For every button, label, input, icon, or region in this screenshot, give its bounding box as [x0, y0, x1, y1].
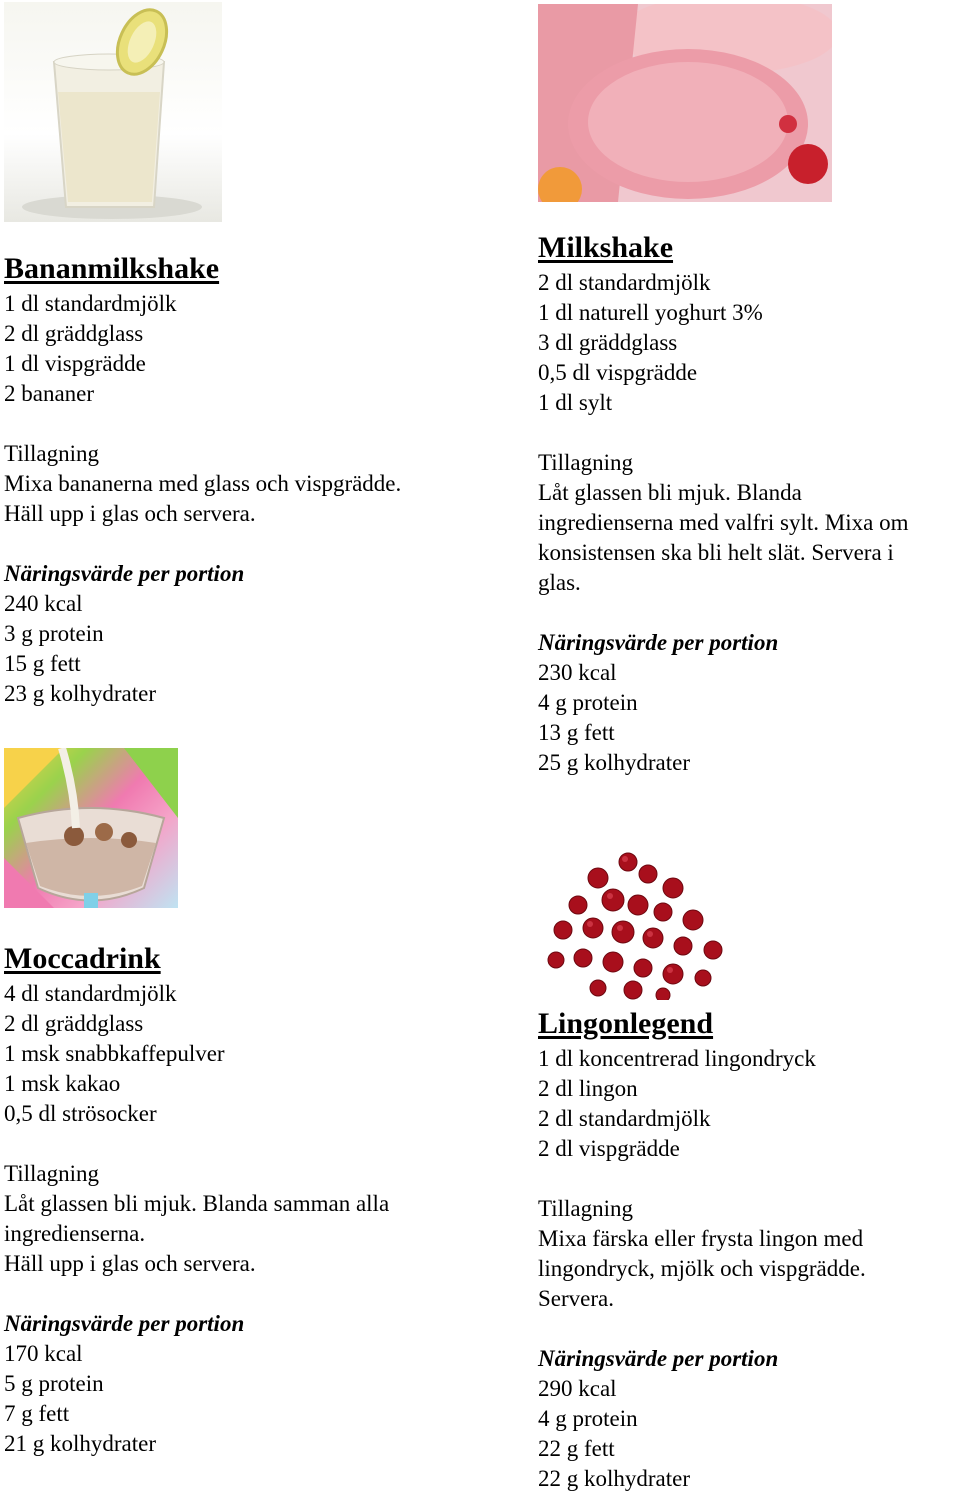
ingredient: 2 bananer	[4, 381, 95, 406]
mocca-drink-photo	[4, 748, 178, 908]
preparation-text: Mixa bananerna med glass och vispgrädde.	[4, 471, 402, 496]
banana-milkshake-photo	[4, 2, 222, 222]
ingredient: 0,5 dl vispgrädde	[538, 360, 698, 385]
preparation-text: Låt glassen bli mjuk. Blanda	[538, 480, 802, 505]
ingredient: 0,5 dl strösocker	[4, 1101, 157, 1126]
preparation-text: Häll upp i glas och servera.	[4, 501, 256, 526]
preparation-heading: Tillagning	[538, 1196, 634, 1221]
recipe-title: Milkshake	[538, 231, 674, 264]
preparation-heading: Tillagning	[538, 450, 634, 475]
recipe-bananmilkshake	[4, 251, 401, 709]
pink-milkshake-photo	[538, 4, 832, 202]
nutrition-heading: Näringsvärde per portion	[4, 1311, 245, 1336]
recipe-title: Bananmilkshake	[4, 252, 220, 285]
preparation-heading: Tillagning	[4, 441, 100, 466]
nutrition-value: 290 kcal	[538, 1376, 617, 1401]
nutrition-value: 3 g protein	[4, 621, 104, 646]
preparation-heading: Tillagning	[4, 1161, 100, 1186]
ingredient: 4 dl standardmjölk	[4, 981, 177, 1006]
nutrition-value: 240 kcal	[4, 591, 83, 616]
nutrition-value: 21 g kolhydrater	[4, 1431, 157, 1456]
nutrition-value: 230 kcal	[538, 660, 617, 685]
recipe-title: Moccadrink	[4, 942, 161, 975]
preparation-text: Låt glassen bli mjuk. Blanda samman alla	[4, 1191, 390, 1216]
ingredient: 2 dl vispgrädde	[538, 1136, 680, 1161]
nutrition-heading: Näringsvärde per portion	[538, 630, 779, 655]
ingredient: 2 dl gräddglass	[4, 321, 144, 346]
ingredient: 1 msk snabbkaffepulver	[4, 1041, 225, 1066]
ingredient: 1 dl naturell yoghurt 3%	[538, 300, 763, 325]
ingredient: 1 dl vispgrädde	[4, 351, 146, 376]
nutrition-value: 4 g protein	[538, 1406, 638, 1431]
nutrition-value: 15 g fett	[4, 651, 81, 676]
nutrition-value: 13 g fett	[538, 720, 615, 745]
ingredient: 2 dl lingon	[538, 1076, 638, 1101]
ingredient: 1 dl sylt	[538, 390, 613, 415]
ingredient: 1 dl koncentrerad lingondryck	[538, 1046, 816, 1071]
nutrition-value: 170 kcal	[4, 1341, 83, 1366]
nutrition-value: 22 g fett	[538, 1436, 615, 1461]
ingredient: 2 dl standardmjölk	[538, 270, 711, 295]
nutrition-heading: Näringsvärde per portion	[538, 1346, 779, 1371]
preparation-text: ingredienserna.	[4, 1221, 146, 1246]
preparation-text: ingredienserna med valfri sylt. Mixa om	[538, 510, 909, 535]
recipe-moccadrink	[4, 941, 389, 1459]
nutrition-heading: Näringsvärde per portion	[4, 561, 245, 586]
preparation-text: Servera.	[538, 1286, 614, 1311]
nutrition-value: 23 g kolhydrater	[4, 681, 157, 706]
preparation-text: konsistensen ska bli helt slät. Servera i	[538, 540, 894, 565]
ingredient: 1 msk kakao	[4, 1071, 121, 1096]
preparation-text: Mixa färska eller frysta lingon med	[538, 1226, 864, 1251]
nutrition-value: 25 g kolhydrater	[538, 750, 691, 775]
nutrition-value: 5 g protein	[4, 1371, 104, 1396]
recipe-lingonlegend	[538, 1006, 866, 1494]
ingredient: 2 dl standardmjölk	[538, 1106, 711, 1131]
recipe-milkshake	[538, 230, 908, 778]
nutrition-value: 22 g kolhydrater	[538, 1466, 691, 1491]
nutrition-value: 4 g protein	[538, 690, 638, 715]
ingredient: 3 dl gräddglass	[538, 330, 678, 355]
preparation-text: glas.	[538, 570, 581, 595]
preparation-text: Häll upp i glas och servera.	[4, 1251, 256, 1276]
recipe-title: Lingonlegend	[538, 1007, 714, 1040]
preparation-text: lingondryck, mjölk och vispgrädde.	[538, 1256, 866, 1281]
ingredient: 2 dl gräddglass	[4, 1011, 144, 1036]
ingredient: 1 dl standardmjölk	[4, 291, 177, 316]
nutrition-value: 7 g fett	[4, 1401, 70, 1426]
lingonberries-photo	[538, 850, 732, 1000]
